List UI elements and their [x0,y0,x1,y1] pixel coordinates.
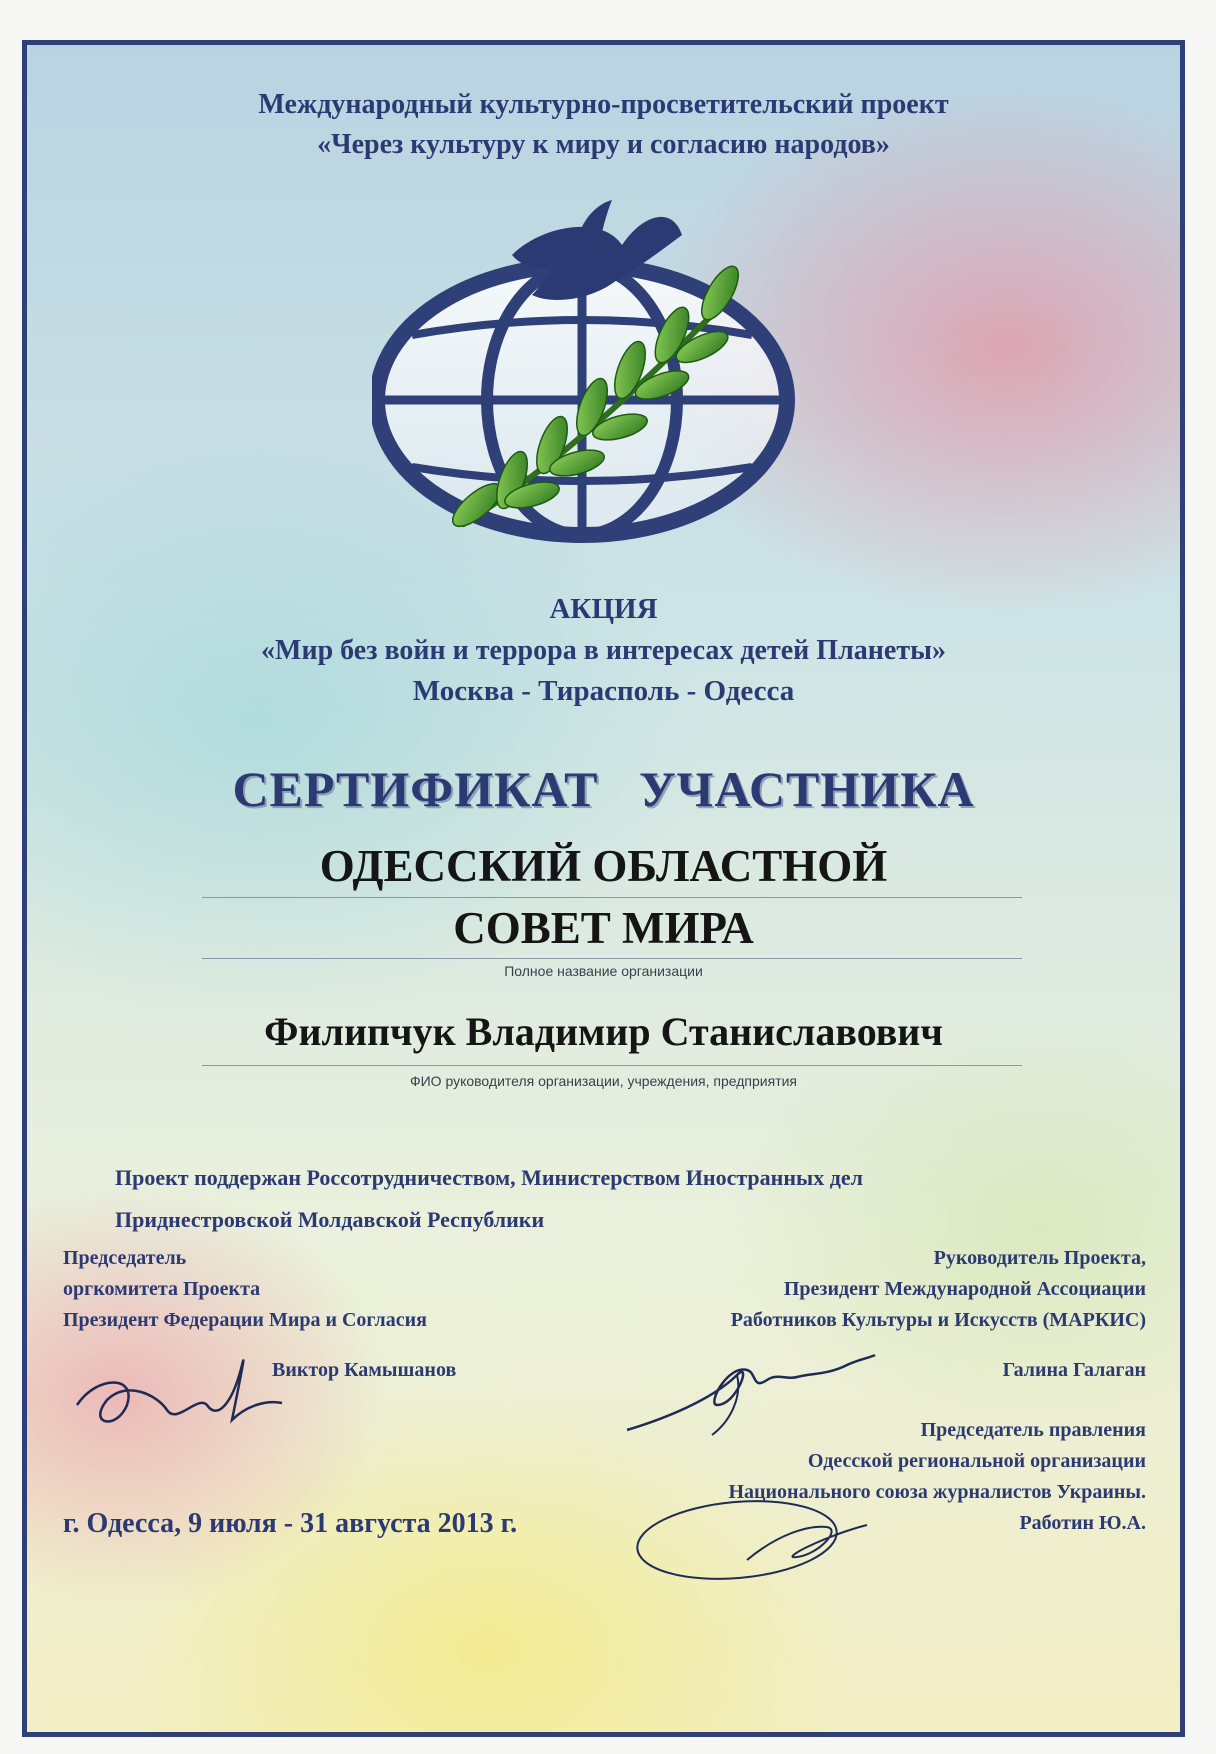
project-title-line1: Международный культурно-просветительский проект [258,89,949,120]
left-signatory-title [63,1243,427,1336]
title-line: Президент Международной Ассоциации [783,1278,1146,1300]
third-signature [627,1465,907,1585]
certificate-paper [22,40,1185,1737]
title-line: Президент Федерации Мира и Согласия [63,1309,427,1331]
title-line: Председатель [63,1247,187,1269]
support-line1: Проект поддержан Россотрудничеством, Министерством Иностранных дел [115,1165,863,1190]
leader-caption: ФИО руководителя организации, учреждения, предприятия [409,1073,798,1089]
organization-caption: Полное название организации [504,963,703,979]
organization-name-line1: ОДЕССКИЙ ОБЛАСТНОЙ [319,841,888,891]
project-title-line2: «Через культуру к миру и согласию народов» [317,129,890,160]
divider [202,897,1022,898]
place-and-date: г. Одесса, 9 июля - 31 августа 2013 г. [63,1508,518,1539]
title-line: Руководитель Проекта, [933,1247,1146,1269]
action-label: АКЦИЯ [549,593,658,625]
title-line: оргкомитета Проекта [63,1278,261,1300]
third-signatory-name: Работин Ю.А. [1019,1512,1146,1534]
support-line2: Приднестровской Молдавской Республики [115,1207,545,1232]
left-signature [67,1335,287,1445]
right-signatory-title [731,1243,1146,1336]
title-line: Одесской региональной организации [807,1450,1146,1472]
title-line: Председатель правления [920,1419,1146,1441]
right-signatory-name: Галина Галаган [1002,1359,1146,1381]
action-title: «Мир без войн и террора в интересах детей Планеты» [261,635,946,666]
title-line: Работников Культуры и Искусств (МАРКИС) [730,1309,1146,1331]
title-line: Национального союза журналистов Украины. [728,1481,1146,1503]
divider [202,1065,1022,1066]
leader-name: Филипчук Владимир Станиславович [264,1009,943,1054]
left-signatory-name: Виктор Камышанов [272,1359,457,1381]
action-cities: Москва - Тирасполь - Одесса [412,675,795,707]
organization-name-line2: СОВЕТ МИРА [453,903,754,953]
certificate-title: СЕРТИФИКАТ УЧАСТНИКА [232,761,975,817]
globe-dove-olive-branch-icon [372,195,832,555]
divider [202,958,1022,959]
